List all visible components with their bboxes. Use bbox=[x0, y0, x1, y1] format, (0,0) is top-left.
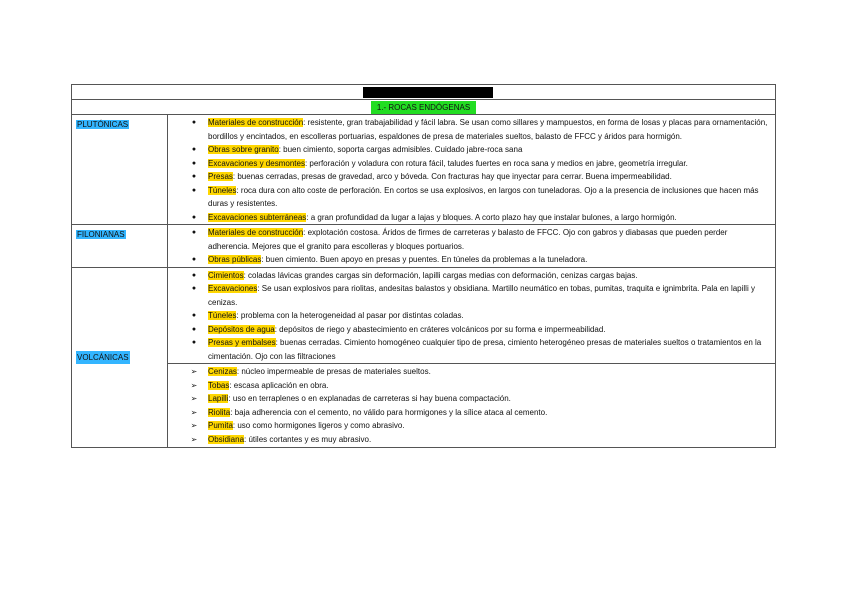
item-text: : Se usan explosivos para riolitas, andesitas balastos y obsidiana. Martillo neumático en tobas, pumitas, traquita e ignimbrita. Pala en lapilli y cenizas. bbox=[208, 284, 755, 307]
table-title: 1.- ROCAS ENDÓGENAS bbox=[371, 101, 476, 114]
list-item bbox=[168, 282, 771, 309]
title-row bbox=[71, 100, 776, 115]
term-highlight: Túneles bbox=[208, 185, 237, 195]
item-text: : a gran profundidad da lugar a lajas y bloques. A corto plazo hay que instalar bulones, a largo hormigón. bbox=[306, 212, 677, 222]
bullet-icon: ● bbox=[191, 256, 197, 263]
item-text: : buenas cerradas, presas de gravedad, arco y bóveda. Con fracturas hay que inyectar para cerrar. Buena impermeabilidad. bbox=[232, 172, 672, 181]
arrow-bullet-icon: ➢ bbox=[190, 380, 198, 390]
category-volcanicas: VOLCÁNICAS bbox=[76, 351, 130, 365]
list-plutonicas bbox=[168, 116, 771, 224]
category-plutonicas: PLUTÓNICAS bbox=[77, 120, 129, 129]
list-item bbox=[168, 226, 771, 253]
term-highlight: Excavaciones subterráneas bbox=[208, 212, 307, 222]
item-text: : perforación y voladura con rotura fácil, taludes fuertes en roca sana y medios en jabre, geometría irregular. bbox=[304, 158, 688, 168]
redacted-black-bar bbox=[363, 87, 493, 98]
list-filonianas bbox=[168, 226, 771, 267]
list-item bbox=[168, 433, 771, 447]
bullet-icon: ● bbox=[191, 186, 197, 194]
category-cell-filonianas bbox=[72, 225, 168, 267]
list-item bbox=[168, 269, 771, 283]
item-text: : uso como hormigones ligeros y como abrasivo. bbox=[232, 421, 405, 430]
item-text: : resistente, gran trabajabilidad y fácil labra. Se usan como sillares y mampuestos, en forma de losas y placas para ornamentación, bordillos y encintados, en escolleras portuarias, espaldones de presa de materiales sueltos, balasto de FFCC y áridos para hormigón. bbox=[208, 118, 768, 141]
header-black-row bbox=[71, 85, 776, 100]
list-item bbox=[168, 157, 771, 171]
list-item bbox=[168, 392, 771, 406]
term-highlight: Cenizas bbox=[208, 367, 237, 376]
item-text: : núcleo impermeable de presas de materiales sueltos. bbox=[236, 367, 431, 376]
term-highlight: Materiales de construcción bbox=[208, 228, 304, 237]
bullet-icon: ● bbox=[191, 312, 197, 319]
item-text: : buen cimiento. Buen apoyo en presas y puentes. En túneles da problemas a la tuneladora. bbox=[261, 255, 588, 264]
content-plutonicas bbox=[168, 115, 775, 224]
content-volcanicas bbox=[168, 268, 775, 448]
category-filonianas: FILONIANAS bbox=[77, 230, 125, 239]
item-text: : escasa aplicación en obra. bbox=[229, 380, 329, 390]
term-highlight: Riolita bbox=[208, 407, 231, 417]
list-item bbox=[168, 406, 771, 420]
row-filonianas bbox=[71, 225, 776, 268]
arrow-bullet-icon: ➢ bbox=[190, 394, 198, 403]
term-highlight: Presas bbox=[208, 172, 233, 181]
bullet-icon: ● bbox=[191, 173, 197, 180]
arrow-bullet-icon: ➢ bbox=[190, 367, 198, 376]
bullet-icon: ● bbox=[191, 213, 197, 221]
list-volcanicas-materials bbox=[168, 365, 771, 446]
bullet-icon: ● bbox=[191, 339, 197, 346]
list-item bbox=[168, 365, 771, 379]
rocks-table bbox=[71, 84, 776, 448]
row-volcanicas bbox=[71, 268, 776, 449]
list-item bbox=[168, 184, 771, 211]
list-item bbox=[168, 323, 771, 337]
item-text: : útiles cortantes y es muy abrasivo. bbox=[244, 434, 372, 444]
list-volcanicas-uses bbox=[168, 269, 771, 364]
term-highlight: Materiales de construcción bbox=[208, 118, 304, 127]
item-text: : explotación costosa. Áridos de firmes de carreteras y balasto de FFCC. Ojo con gabros y diabasas que pueden perder adherencia. Mejores que el granito para escolleras y bloques portuarios. bbox=[208, 228, 728, 251]
arrow-bullet-icon: ➢ bbox=[190, 434, 198, 444]
bullet-icon: ● bbox=[191, 229, 197, 236]
term-highlight: Tobas bbox=[208, 380, 230, 390]
term-highlight: Excavaciones y desmontes bbox=[208, 158, 305, 168]
row-plutonicas bbox=[71, 115, 776, 225]
term-highlight: Túneles bbox=[208, 311, 237, 320]
arrow-bullet-icon: ➢ bbox=[190, 407, 198, 417]
list-item bbox=[168, 379, 771, 393]
volcanicas-uses-block bbox=[168, 268, 775, 365]
category-cell-volcanicas bbox=[72, 268, 168, 448]
bullet-icon: ● bbox=[191, 285, 197, 292]
list-item bbox=[168, 253, 771, 267]
list-item bbox=[168, 309, 771, 323]
item-text: : roca dura con alto coste de perforación. En cortos se usa explosivos, en largos con tuneladoras. Ojo a la presencia de inclusiones que hacen más duras y resistentes. bbox=[208, 185, 759, 208]
term-highlight: Excavaciones bbox=[208, 284, 258, 293]
bullet-icon: ● bbox=[191, 271, 197, 279]
list-item bbox=[168, 170, 771, 184]
item-text: : depósitos de riego y abastecimiento en cráteres volcánicos por su forma e impermeabilidad. bbox=[274, 324, 606, 334]
term-highlight: Obsidiana bbox=[208, 434, 245, 444]
list-item bbox=[168, 116, 771, 143]
item-text: : coladas lávicas grandes cargas sin deformación, lapilli cargas medias con deformación, cenizas cargas bajas. bbox=[243, 270, 638, 280]
bullet-icon: ● bbox=[191, 325, 197, 333]
term-highlight: Pumita bbox=[208, 421, 233, 430]
term-highlight: Obras públicas bbox=[208, 255, 262, 264]
bullet-icon: ● bbox=[191, 159, 197, 167]
bullet-icon: ● bbox=[191, 146, 197, 153]
term-highlight: Presas y embalses bbox=[208, 338, 276, 347]
arrow-bullet-icon: ➢ bbox=[190, 421, 198, 430]
list-item bbox=[168, 211, 771, 225]
bullet-icon: ● bbox=[191, 119, 197, 126]
volcanicas-materials-block bbox=[168, 364, 775, 447]
content-filonianas bbox=[168, 225, 775, 267]
item-text: : buen cimiento, soporta cargas admisibles. Cuidado jabre-roca sana bbox=[278, 145, 523, 154]
term-highlight: Depósitos de agua bbox=[208, 324, 275, 334]
list-item bbox=[168, 143, 771, 157]
list-item bbox=[168, 419, 771, 433]
term-highlight: Cimientos bbox=[208, 270, 244, 280]
item-text: : problema con la heterogeneidad al pasar por distintas coladas. bbox=[236, 311, 464, 320]
category-cell-plutonicas bbox=[72, 115, 168, 224]
item-text: : uso en terraplenes o en explanadas de carreteras si hay buena compactación. bbox=[228, 394, 511, 403]
term-highlight: Obras sobre granito bbox=[208, 145, 279, 154]
term-highlight: Lapilli bbox=[208, 394, 229, 403]
item-text: : buenas cerradas. Cimiento homogéneo cualquier tipo de presa, cimiento heterogéneo presas de materiales sueltos o tratamientos en la cimentación. Ojo con las filtraciones bbox=[208, 338, 762, 361]
list-item bbox=[168, 336, 771, 363]
item-text: : baja adherencia con el cemento, no válido para hormigones y la sílice ataca al cemento. bbox=[230, 407, 548, 417]
